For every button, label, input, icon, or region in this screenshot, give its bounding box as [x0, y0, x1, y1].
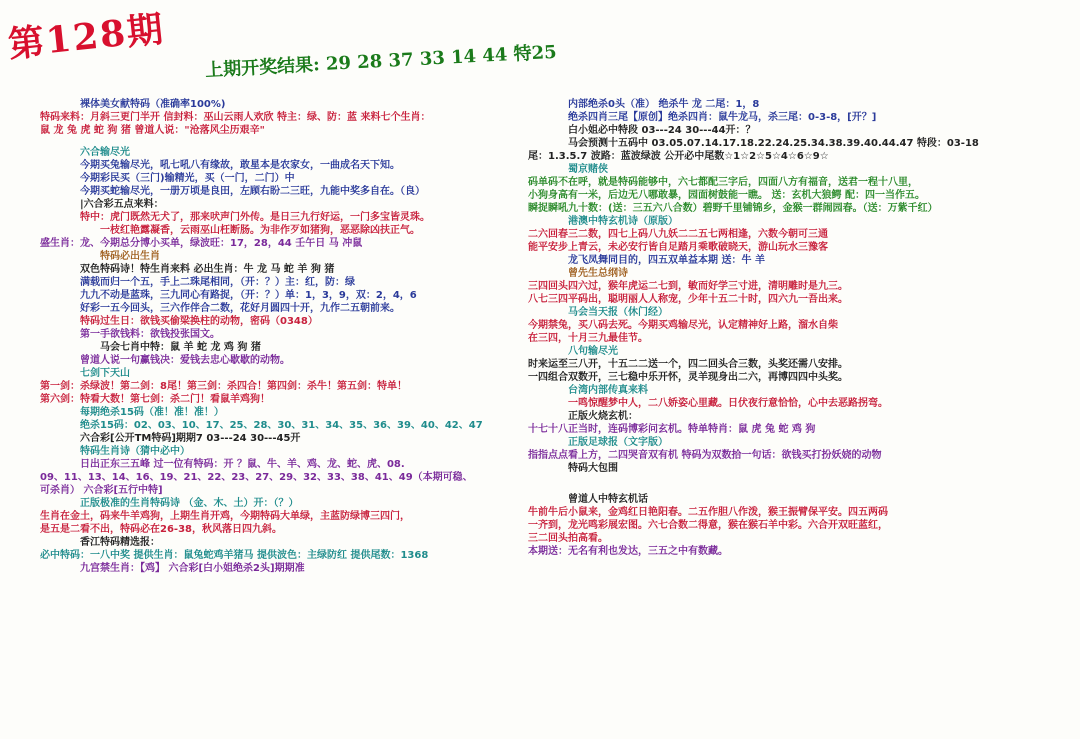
right-line: 正版足球报（文字版）	[568, 437, 668, 448]
right-line: 一鸣惊醒梦中人，二八娇姿心里藏。日伏夜行意恰恰，心中去恶路拐弯。	[568, 398, 888, 409]
right-line: 一四组合双数开，三七稳中乐开怀，灵羊现身出二六，再博四四中头奖。	[528, 372, 848, 383]
left-line: 曾道人说一句赢钱决：爱钱去忠心歇歇的动物。	[80, 355, 290, 366]
left-line: 必中特码：一八中奖 提供生肖：鼠兔蛇鸡羊猪马 提供波色：主绿防红 提供尾数：1368	[40, 550, 429, 561]
left-line: 每期绝杀15码（准！准！准！）	[80, 407, 224, 418]
right-line: 内部绝杀0头（准） 绝杀牛 龙 二尾：1，8	[568, 99, 760, 110]
left-line: 满载而归一个五，手上二珠尾相同，（开：？）主：红，防：绿	[80, 277, 355, 288]
right-line	[528, 484, 1048, 493]
left-line: 是五是二看不出，特码必在26-38，秋风落日四九斜。	[40, 524, 282, 535]
left-line: 好彩一五今回头，三六作伴合二数，花好月圆四十开，九作二五朝前来。	[80, 303, 400, 314]
right-line: 白小姐必中特段 03---24 30---44开：？	[568, 125, 756, 136]
left-line: 盛生肖：龙、今期总分博小买单，绿波旺：17，28，44 壬午日 马 冲鼠	[40, 238, 363, 249]
left-column	[40, 98, 500, 575]
left-line: 马会七肖中特：鼠 羊 蛇 龙 鸡 狗 猪	[100, 342, 261, 353]
left-line: 六合彩[公开TM特码]期期7 03---24 30---45开	[80, 433, 301, 444]
left-line: 特码生肖诗（猜中必中）	[80, 446, 190, 457]
right-line: 曾先生总纲诗	[568, 268, 628, 279]
left-line: 特码过生日：欲钱买偷梁换柱的动物，密码（0348）	[80, 316, 318, 327]
right-line: 码单码不在呼，就是特码能够中，六七都配三字后，四面八方有福音，送君一程十八里，	[528, 177, 918, 188]
right-line: 台湾内部传真来料	[568, 385, 648, 396]
right-line: 今期禁兔，买八码去死。今期买鸡输尽光，认定精神好上路，溜水自柴	[528, 320, 838, 331]
left-line: 鼠 龙 兔 虎 蛇 狗 猪 曾道人说："沧落风尘历艰辛"	[40, 125, 265, 136]
right-line	[528, 475, 1048, 484]
left-line: 今期买蛇输尽光，一册万顷是良田，左顾右盼二三旺，九能中奖多自在。（良）	[80, 186, 425, 197]
left-line: 特中：虎门既然无犬了，那来吠声门外传。是日三九行好运，一门多宝皆灵珠。	[80, 212, 430, 223]
left-line: 绝杀15码：02、03、10、17、25、28、30、31、34、35、36、39、40、42、47	[80, 420, 483, 431]
right-line: 牛前牛后小鼠来，金鸡红日艳阳春。二五作胆八作泼，猴王振臂保平安。四五两码	[528, 507, 888, 518]
left-line: |六合彩五点来料：	[80, 199, 164, 210]
left-line: 六合输尽光	[80, 147, 130, 158]
right-line: 本期送：无名有利也发达，三五之中有数藏。	[528, 546, 728, 557]
right-line: 八七三四平码出，聪明丽人人称宠，少年十五二十时，四六九一吾出来。	[528, 294, 848, 305]
right-column	[528, 98, 1048, 558]
left-line: 第一手欲钱料：欲钱投张国文。	[80, 329, 220, 340]
right-line: 三二回头拍高看。	[528, 533, 608, 544]
right-line: 蜀京赌侠	[568, 164, 608, 175]
right-line: 马会当天报（休门经）	[568, 307, 668, 318]
left-line: 一枝红艳露凝香，云雨巫山枉断肠。为非作歹如猪狗，恶恶除凶扶正气。	[100, 225, 420, 236]
last-draw-result: 上期开奖结果: 29 28 37 33 14 44 特25	[204, 41, 558, 82]
right-line: 十七十八正当时，连码博彩问玄机。特单特肖：鼠 虎 兔 蛇 鸡 狗	[528, 424, 816, 435]
left-line: 特码必出生肖	[100, 251, 160, 262]
left-line: 第六剑：特看大数！第七剑：杀二门！看鼠羊鸡狗！	[40, 394, 270, 405]
left-line: 香江特码精选报：	[80, 537, 160, 548]
right-line: 小狗身高有一米，后边无八哪敢暴，园面树鼓能一瞧。 送：玄机大狼鳄 配：四一当作五。	[528, 190, 925, 201]
issue-title: 第128期	[6, 7, 167, 67]
left-line: 正版极准的生肖特码诗 （金、木、土）开：（？）	[80, 498, 299, 509]
left-line	[40, 137, 500, 146]
left-line: 生肖在金土，码来牛羊鸡狗，上期生肖开鸡，今期特码大单绿，主蓝防绿博三四门，	[40, 511, 410, 522]
right-line: 一齐到，龙光鸣彩展宏图。六七合数二得意，猴在猴石羊中彩。六合开双旺蓝红，	[528, 520, 888, 531]
left-line: 09、11、13、14、16、19、21、22、23、27、29、32、33、38、41、49（本期可稳、	[40, 472, 473, 483]
right-line: 三四回头四六过，猴年虎运二七到，敏而好学三寸进，清明雕时是九三。	[528, 281, 848, 292]
right-line: 二六回春三二数，四七上码八九妖二二五七两相逢，六数今朝可三通	[528, 229, 828, 240]
left-line: 九宫禁生肖：【鸡】 六合彩[白小姐绝杀2头]期期准	[80, 563, 305, 574]
right-line: 正版火烧玄机：	[568, 411, 638, 422]
right-line: 在三四，十月三九最佳节。	[528, 333, 648, 344]
left-line: 可杀肖） 六合彩[五行中特]	[40, 485, 163, 496]
right-line: 曾道人中特玄机话	[568, 494, 648, 505]
right-line: 指指点点看上方，二四哭音双有机 特码为双数拾一句话：欲钱买打扮妖娆的动物	[528, 450, 882, 461]
left-line: 第一剑：杀绿波！第二剑：8尾！第三剑：杀四合！第四剑：杀牛！第五剑：特单！	[40, 381, 407, 392]
right-line: 龙飞凤舞同目的，四五双单益本期 送：牛 羊	[568, 255, 765, 266]
right-line: 八句输尽光	[568, 346, 618, 357]
left-line: 特码来料：月斜三更门半开 信封料：巫山云雨人欢欣 特主：绿、防：蓝 来料七个生肖：	[40, 112, 431, 123]
right-line: 尾：1.3.5.7 波路：蓝波绿波 公开必中尾数☆1☆2☆5☆4☆6☆9☆	[528, 151, 829, 162]
right-line: 马会预测十五码中 03.05.07.14.17.18.22.24.25.34.38.39.40.44.47 特段：03-18	[568, 138, 979, 149]
left-line: 日出正东三五峰 过一位有特码：开 ？鼠、牛、羊、鸡、龙、蛇、虎、08.	[80, 459, 405, 470]
right-line: 绝杀四肖三尾【原创】绝杀四肖：鼠牛龙马，杀三尾：0-3-8，[开？]	[568, 112, 877, 123]
right-line: 瞬捉瞬吼九十数：(送：三五六八合数）碧野千里铺锦乡，金猴一群闹园春。（送：万紫千红）	[528, 203, 938, 214]
right-line: 时来运至三八开，十五二二送一个，四二回头合三数，头奖还需八安排。	[528, 359, 848, 370]
left-line: 双色特码诗！特生肖来料 必出生肖：牛 龙 马 蛇 羊 狗 猪	[80, 264, 335, 275]
left-line: 今期彩民买（三门)输精光，买（一门，二门）中	[80, 173, 295, 184]
left-line: 今期买兔输尽光，吼七吼八有缘故，敢星本是农家女，一曲成名天下知。	[80, 160, 400, 171]
left-line: 裸体美女献特码（准确率100%)	[80, 99, 226, 110]
left-line: 九九不动是蓝珠，三九同心有路捉，（开：？）单：1，3，9，双：2，4，6	[80, 290, 417, 301]
right-line: 港澳中特玄机诗（原版）	[568, 216, 678, 227]
right-line: 特码大包围	[568, 463, 618, 474]
left-line: 七剑下天山	[80, 368, 130, 379]
right-line: 能平安步上青云，未必安行皆自足踏月乘歌破晓天，游山玩水三豫客	[528, 242, 828, 253]
